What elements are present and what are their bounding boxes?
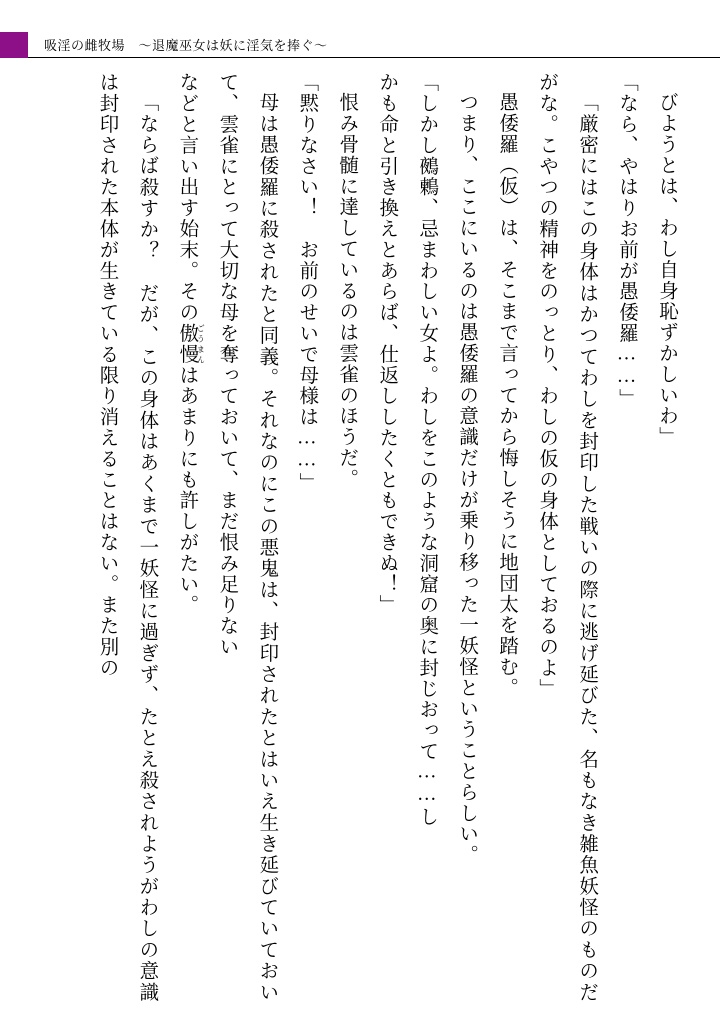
paragraph-7: かも命と引き換えとあらば、仕返ししたくともできぬ！」 xyxy=(376,72,398,616)
paragraph-10: 「厳密にはこの身体はかつてわしを封印した戦いの際に逃げ延びた、名もなき雑魚妖怪のものだがな。こやつの精神をのっとり、わしの仮の身体としておるのよ」 xyxy=(536,72,598,1002)
paragraph-6: 「しかし鵺鶫、忌まわしい女よ。わしをこのような洞窟の奥に封じおって……し xyxy=(416,72,438,828)
vertical-text-columns xyxy=(86,72,686,1002)
paragraph-2-part-a: などと言い出す始末。その xyxy=(176,72,198,323)
ruby-reading-goman: ごうまん xyxy=(196,322,206,365)
page-header xyxy=(0,32,720,58)
paragraph-9: 愚倭羅（仮）は、そこまで言ってから悔しそうに地団太を踏む。 xyxy=(496,91,518,698)
header-accent-bar xyxy=(0,32,28,58)
paragraph-5: 恨み骨髄に達しているのは雲雀のほうだ。 xyxy=(336,91,358,489)
paragraph-2 xyxy=(166,72,206,1002)
paragraph-1: 「ならば殺すか？ だが、この身体はあくまで一妖怪に過ぎず、たとえ殺されようがわしの意識は封印された本体が生きている限り消えることはない。また別の xyxy=(96,72,158,1002)
novel-body xyxy=(38,72,686,1002)
paragraph-11: 「なら、やはりお前が愚倭羅……」 xyxy=(616,72,638,410)
ruby-goman: 傲慢 ごうまん xyxy=(176,322,206,365)
book-title: 吸淫の雌牧場 〜退魔巫女は妖に淫気を捧ぐ〜 xyxy=(44,38,328,53)
paragraph-12: びようとは、わし自身恥ずかしいわ」 xyxy=(656,91,677,447)
header-title-container xyxy=(28,32,720,58)
paragraph-2-part-b: はあまりにも許しがたい。 xyxy=(176,364,198,616)
paragraph-4: 「黙りなさい！ お前のせいで母様は……」 xyxy=(296,72,318,493)
paragraph-8: つまり、ここにいるのは愚倭羅の意識だけが乗り移った一妖怪ということらしい。 xyxy=(456,91,478,865)
paragraph-3: 母は愚倭羅に殺されたと同義。それなのにこの悪鬼は、封印されたとはいえ生き延びていておいて、雲雀にとって大切な母を奪っておいて、まだ恨み足りない xyxy=(216,72,278,1002)
